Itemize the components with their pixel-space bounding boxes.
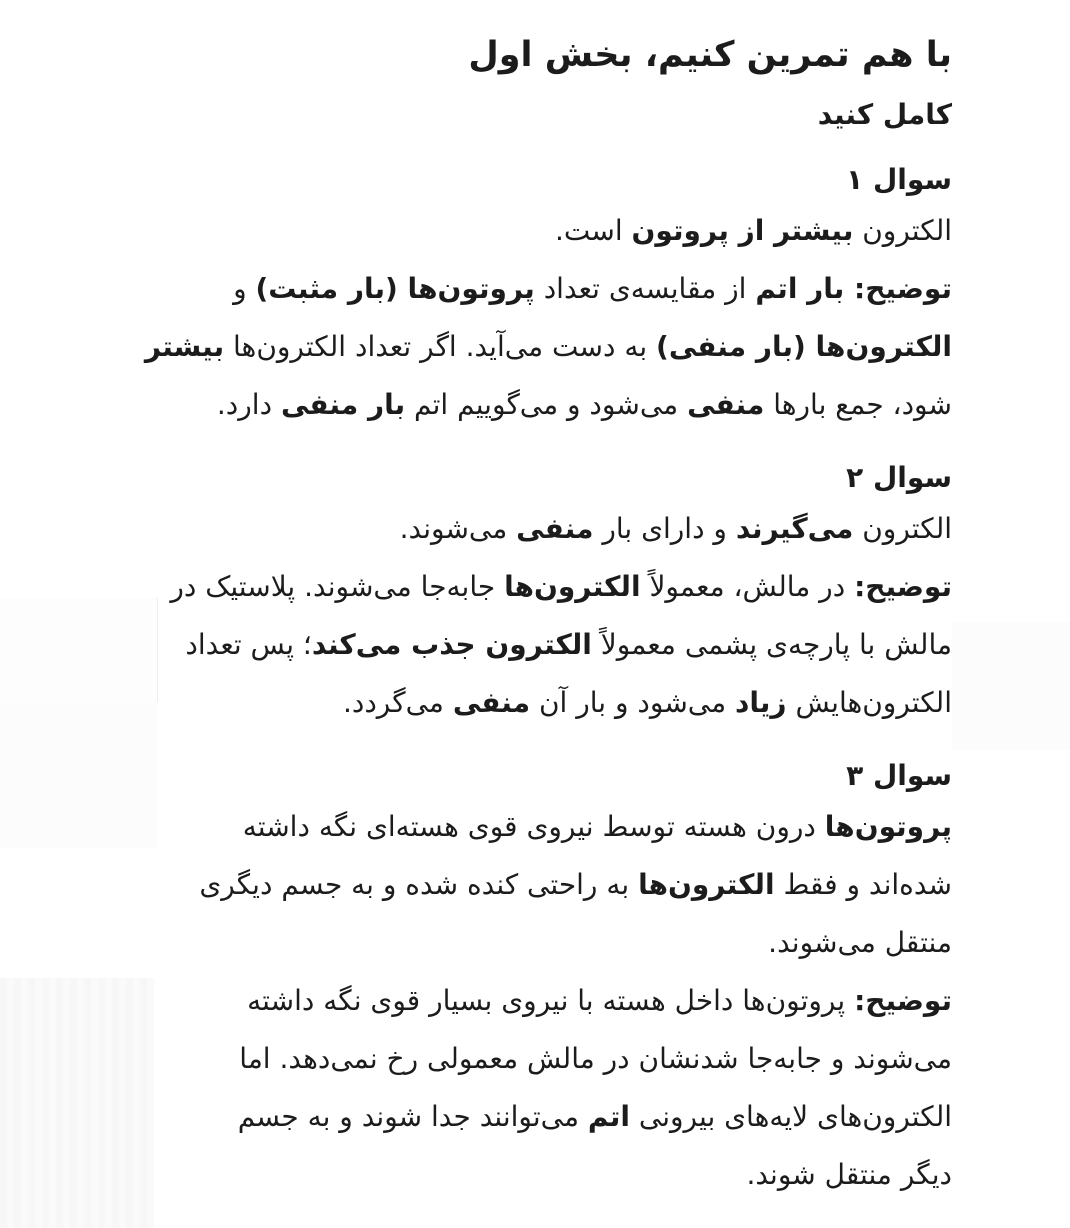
emphasis-text: منفی (452, 686, 531, 719)
emphasis-text: بیشتر از پروتون (631, 214, 854, 247)
body-text: و دارای بار (593, 512, 736, 545)
emphasis-text: منفی (687, 388, 765, 421)
emphasis-text: اتم (587, 1100, 630, 1133)
worksheet (116, 30, 952, 1204)
body-text: دارد. (216, 388, 281, 421)
text-line (116, 376, 952, 434)
body-text: الکترون (853, 512, 952, 545)
text-line (116, 260, 952, 318)
body-text: می‌توانند جدا شوند و به جسم (237, 1100, 588, 1133)
emphasis-text: می‌گیرند (735, 512, 854, 545)
emphasis-text: الکترون جذب می‌کند (311, 628, 592, 661)
emphasis-text: پروتون‌ها (بار مثبت) (255, 272, 535, 305)
section-heading: سوال ۳ (846, 759, 952, 792)
text-line (116, 1030, 952, 1088)
body-text: از مقایسه‌ی تعداد (534, 272, 756, 305)
body-text: درون هسته توسط نیروی قوی هسته‌ای نگه داشته (242, 810, 825, 843)
body-text: می‌شود و می‌گوییم اتم (405, 388, 688, 421)
text-line (116, 972, 952, 1030)
text-line (116, 318, 952, 376)
background-artifact (952, 622, 1070, 750)
emphasis-text: الکترون‌ها (504, 570, 641, 603)
question-section-2 (116, 458, 952, 732)
section-heading: سوال ۲ (846, 461, 952, 494)
emphasis-text: الکترون‌ها (بار منفی) (656, 330, 952, 363)
body-text: دیگر منتقل شوند. (746, 1158, 952, 1191)
body-text: است. (554, 214, 632, 247)
body-text: مالش با پارچه‌ی پشمی معمولاً (591, 628, 952, 661)
emphasis-text: بار منفی (280, 388, 406, 421)
text-line (116, 1146, 952, 1204)
emphasis-text: توضیح: (854, 570, 952, 603)
body-text: به راحتی کنده شده و به جسم دیگری (199, 868, 639, 901)
text-line (116, 558, 952, 616)
body-text: منتقل می‌شوند. (768, 926, 952, 959)
emphasis-text: منفی (516, 512, 594, 545)
body-text: شده‌اند و فقط (774, 868, 952, 901)
emphasis-text: پروتون‌ها (824, 810, 952, 843)
body-text: به دست می‌آید. اگر تعداد الکترون‌ها (224, 330, 657, 363)
section-heading: سوال ۱ (846, 163, 952, 196)
page-title: با هم تمرین کنیم، بخش اول (468, 35, 952, 75)
body-text: شود، جمع بارها (764, 388, 952, 421)
body-text: جابه‌جا می‌شوند. پلاستیک در (170, 570, 505, 603)
text-line (116, 674, 952, 732)
text-line (116, 616, 952, 674)
text-line (116, 1088, 952, 1146)
text-line (116, 500, 952, 558)
emphasis-text: توضیح: (854, 984, 952, 1017)
text-line (116, 914, 952, 972)
body-text: می‌شوند و جابه‌جا شدنشان در مالش معمولی رخ نمی‌دهد. اما (239, 1042, 952, 1075)
body-text: می‌شوند. (399, 512, 517, 545)
text-line (116, 856, 952, 914)
body-text: می‌گردد. (342, 686, 453, 719)
body-text: الکترون‌هایش (786, 686, 952, 719)
body-text: الکترون‌های لایه‌های بیرونی (630, 1100, 952, 1133)
body-text: می‌شود و بار آن (530, 686, 736, 719)
body-text: و (233, 272, 256, 305)
body-text: در مالش، معمولاً (640, 570, 855, 603)
body-text: پروتون‌ها داخل هسته با نیروی بسیار قوی نگه داشته (247, 984, 855, 1017)
body-text: ؛ پس تعداد (185, 628, 312, 661)
text-line (116, 202, 952, 260)
page-subtitle: کامل کنید (817, 98, 952, 131)
text-line (116, 798, 952, 856)
question-section-1 (116, 160, 952, 434)
emphasis-text: بیشتر (144, 330, 225, 363)
question-section-3 (116, 756, 952, 1204)
emphasis-text: الکترون‌ها (638, 868, 775, 901)
emphasis-text: زیاد (735, 686, 787, 719)
emphasis-text: توضیح: بار اتم (755, 272, 952, 305)
body-text: الکترون (853, 214, 952, 247)
